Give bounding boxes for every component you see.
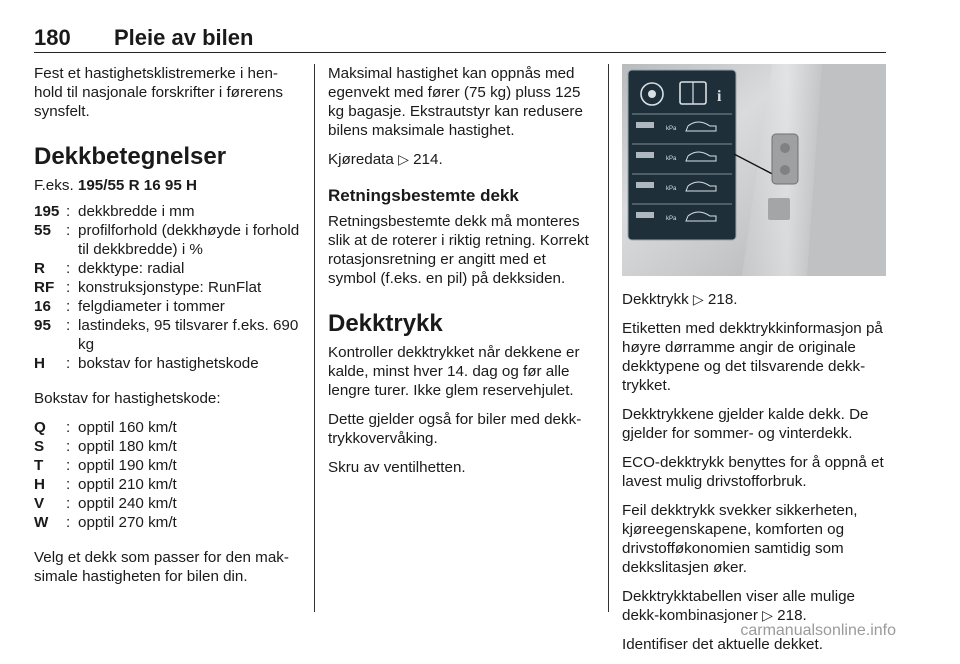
- tire-definition-list: [34, 202, 300, 373]
- definition-value: opptil 190 km/t: [78, 457, 177, 474]
- incorrect-pressure-paragraph: Feil dekktrykk svekker sikkerheten, kjøreegenskapene, komforten og drivstofføkonomien samtidig som dekkslitasjen øker.: [622, 502, 858, 576]
- label-location-paragraph: Etiketten med dekktrykkinformasjon på høyre dørramme angir de originale dekktypene og det tilsvarende dekktrykket.: [622, 320, 883, 394]
- definition-key: R: [34, 260, 45, 277]
- column-divider-1: [314, 64, 315, 612]
- page-reference-icon: ▷: [762, 607, 773, 623]
- definition-separator: :: [66, 419, 71, 436]
- reference-text: Dekktrykk: [622, 291, 689, 308]
- eco-pressure-paragraph: ECO-dekktrykk benyttes for å oppnå et lavest mulig drivstofforbruk.: [622, 454, 884, 490]
- section-heading-directional-tires: Retningsbestemte dekk: [328, 186, 519, 205]
- page-header: [34, 22, 886, 53]
- definition-key: 195: [34, 203, 60, 220]
- definition-row: [34, 278, 300, 297]
- definition-value: opptil 240 km/t: [78, 495, 177, 512]
- definition-separator: :: [66, 260, 71, 277]
- closing-paragraph: Velg et dekk som passer for den maksimale hastigheten for bilen din.: [34, 549, 289, 585]
- definition-row: [34, 354, 300, 373]
- definition-value: lastindeks, 95 tilsvarer f.eks. 690 kg: [78, 317, 299, 353]
- definition-value: dekkbredde i mm: [78, 203, 195, 220]
- definition-key: 55: [34, 222, 51, 239]
- definition-separator: :: [66, 203, 71, 220]
- definition-value: konstruksjonstype: RunFlat: [78, 279, 262, 296]
- reference-page: 218.: [777, 607, 807, 624]
- definition-row: [34, 221, 300, 259]
- definition-key: Q: [34, 419, 46, 436]
- watermark: carmanualsonline.info: [740, 622, 896, 639]
- definition-row: [34, 259, 300, 278]
- column-middle: [328, 64, 594, 487]
- page-number: 180: [34, 25, 71, 50]
- definition-value: opptil 180 km/t: [78, 438, 177, 455]
- section-heading-tire-designations: Dekkbetegnelser: [34, 143, 227, 170]
- definition-row: [34, 437, 300, 456]
- tire-pressure-reference: [622, 290, 888, 309]
- definition-separator: :: [66, 279, 71, 296]
- page-title: Pleie av bilen: [114, 25, 254, 50]
- definition-value: dekktype: radial: [78, 260, 185, 277]
- reference-text: Kjøredata: [328, 151, 394, 168]
- definition-value: profilforhold (dekkhøyde i forhold til dekkbredde) i %: [78, 222, 300, 258]
- definition-row: [34, 494, 300, 513]
- definition-value: opptil 160 km/t: [78, 419, 177, 436]
- definition-separator: :: [66, 495, 71, 512]
- page-reference-icon: ▷: [692, 291, 704, 307]
- driving-data-reference: [328, 150, 594, 169]
- definition-separator: :: [66, 222, 71, 239]
- page-reference-icon: ▷: [398, 151, 409, 167]
- column-divider-2: [608, 64, 609, 612]
- tire-pressure-label-photo: [622, 64, 886, 276]
- speed-sticker-paragraph: Fest et hastighetsklistremerke i henhold til nasjonale forskrifter i førerens synsfelt.: [34, 65, 284, 120]
- pressure-table-reference: [622, 587, 888, 625]
- definition-value: bokstav for hastighetskode: [78, 355, 259, 372]
- column-left: [34, 64, 300, 596]
- directional-tires-paragraph: Retningsbestemte dekk må monteres slik at de roterer i riktig retning. Korrekt rotasjonsretning er angitt med et symbol (f.eks. en pil) på dekksiden.: [328, 213, 589, 287]
- example-code: 195/55 R 16 95 H: [77, 177, 197, 194]
- definition-key: T: [34, 457, 44, 474]
- definition-row: [34, 513, 300, 532]
- definition-key: H: [34, 476, 45, 493]
- definition-separator: :: [66, 514, 71, 531]
- speed-code-intro: Bokstav for hastighetskode:: [34, 390, 221, 407]
- kpa-label: kPa: [666, 216, 677, 222]
- definition-separator: :: [66, 476, 71, 493]
- definition-key: W: [34, 514, 49, 531]
- check-pressure-paragraph: Kontroller dekktrykket når dekkene er kalde, minst hver 14. dag og før alle lengre turer. Ikke glem reservehjulet.: [328, 344, 580, 399]
- definition-row: [34, 456, 300, 475]
- definition-separator: :: [66, 355, 71, 372]
- definition-row: [34, 418, 300, 437]
- max-speed-paragraph: Maksimal hastighet kan oppnås med egenvekt med fører (75 kg) pluss 125 kg bagasje. Ekstrautstyr kan redusere bilens maksimale hastighet.: [328, 65, 583, 139]
- kpa-label: kPa: [666, 156, 677, 162]
- definition-key: V: [34, 495, 45, 512]
- kpa-label: kPa: [666, 126, 677, 132]
- definition-separator: :: [66, 317, 71, 334]
- definition-row: [34, 475, 300, 494]
- kpa-label: kPa: [666, 186, 677, 192]
- reference-text: Dekktrykktabellen viser alle mulige dekk-kombinasjoner: [622, 588, 855, 624]
- definition-separator: :: [66, 438, 71, 455]
- section-heading-tire-pressure: Dekktrykk: [328, 310, 443, 337]
- definition-separator: :: [66, 457, 71, 474]
- reference-page: 218.: [707, 291, 738, 308]
- definition-value: opptil 270 km/t: [78, 514, 177, 531]
- monitoring-paragraph: Dette gjelder også for biler med dekktrykkovervåking.: [328, 411, 582, 447]
- definition-key: 16: [34, 298, 51, 315]
- valve-cap-paragraph: Skru av ventilhetten.: [328, 459, 466, 476]
- definition-row: [34, 316, 300, 354]
- identify-tire-paragraph: Identifiser det aktuelle dekket.: [622, 636, 823, 653]
- svg-text:i: i: [717, 88, 722, 105]
- definition-value: felgdiameter i tommer: [78, 298, 225, 315]
- example-prefix: F.eks.: [34, 177, 74, 194]
- tire-code-example: [34, 176, 300, 195]
- speed-code-list: [34, 418, 300, 532]
- door-frame-illustration: [622, 64, 886, 276]
- definition-key: S: [34, 438, 45, 455]
- definition-value: opptil 210 km/t: [78, 476, 177, 493]
- definition-key: H: [34, 355, 45, 372]
- reference-page: 214.: [413, 151, 443, 168]
- definition-key: 95: [34, 317, 51, 334]
- definition-separator: :: [66, 298, 71, 315]
- definition-row: [34, 297, 300, 316]
- definition-row: [34, 202, 300, 221]
- tire-pressure-label: [628, 70, 736, 240]
- column-right: [622, 64, 888, 664]
- definition-key: RF: [34, 279, 55, 296]
- cold-tires-paragraph: Dekktrykkene gjelder kalde dekk. De gjelder for sommer- og vinterdekk.: [622, 406, 869, 442]
